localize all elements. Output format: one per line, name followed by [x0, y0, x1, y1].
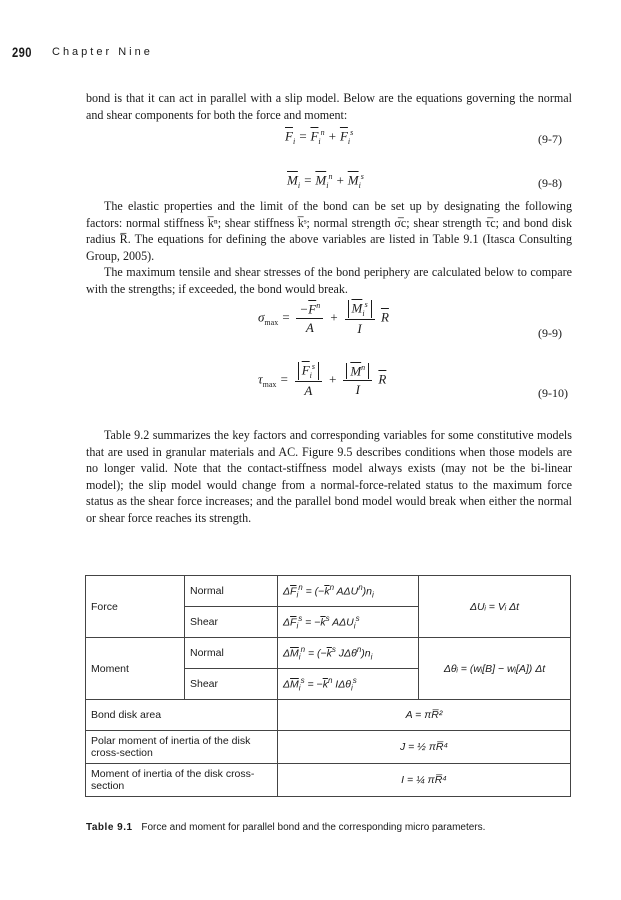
sub-label-normal: Normal	[185, 576, 278, 607]
formula-polar-moment: J = ½ πR̅⁴	[278, 731, 571, 764]
table-row	[86, 576, 571, 607]
formula-moment-of-inertia: I = ¼ πR̅⁴	[278, 764, 571, 797]
table-row	[86, 638, 571, 669]
equation-9-10-number: (9-10)	[538, 386, 568, 400]
equation-9-8: $\overline{M}_i = \overline{M}_i^n + \overline{M}_i^s$	[287, 172, 364, 190]
formula-moment-shear: $\Delta\overline{M}_i^s = -\overline{k}^n$ IΔθ$_i^s$	[278, 669, 419, 700]
chapter-label: Chapter Nine	[52, 46, 153, 58]
formula-bond-disk-area: A = πR̅²	[278, 700, 571, 731]
sub-label-shear: Shear	[185, 607, 278, 638]
paragraph-elastic-properties: The elastic properties and the limit of the bond can be set up by designating the following factors: normal stiffness k̅ⁿ; shear stiffness k̅ˢ; normal strength σ̅c; shear strength τ̅c; and bond disk radius R̅. The equations for defining the above variables are listed in Table 9.1 (Itasca Consulting Group, 2005).	[86, 199, 572, 263]
sub-label-shear: Shear	[185, 669, 278, 700]
table-row	[86, 731, 571, 764]
equation-9-10: $\tau_{max}$ = $\frac{\overline{F}_i^s}{A}$ + $\frac{\overline{M}^n}{I}$ $\overline{R}$	[258, 362, 387, 398]
equation-9-7-number: (9-7)	[538, 132, 562, 146]
formula-rotation-increment: Δθᵢ = (wᵢ[B] − wᵢ[A]) Δt	[419, 638, 571, 700]
sub-label-normal: Normal	[185, 638, 278, 669]
table-caption-tag: Table 9.1	[86, 822, 133, 833]
row-label-bond-disk-area: Bond disk area	[86, 700, 278, 731]
table-caption	[86, 822, 485, 833]
formula-displacement-increment: ΔUᵢ = Vᵢ Δt	[419, 576, 571, 638]
formula-force-shear: $\Delta\overline{F}_i^s = -\overline{k}^s$ $A\Delta U_i^s$	[278, 607, 419, 638]
paragraph-max-stresses: The maximum tensile and shear stresses of the bond periphery are calculated below to compare with the strengths; if exceeded, the bond would break.	[86, 265, 572, 296]
paragraph-table-summary: Table 9.2 summarizes the key factors and corresponding variables for some constitutive models that are used in granular materials and AC. Figure 9.5 describes conditions when those models are no longer valid. Note that the contact-stiffness model always exists (may not be the bi-linear model); the slip model would change from a normal-force-related status to the maximum force status as the shear force increases; and the parallel bond model would break when either the normal or shear force reaches its strength.	[86, 428, 572, 525]
table-row	[86, 764, 571, 797]
equation-9-9-number: (9-9)	[538, 326, 562, 340]
parameter-table	[85, 575, 571, 797]
page-number: 290	[12, 44, 32, 60]
row-label-moment: Moment	[86, 638, 185, 700]
equation-9-7: $\overline{F}_i = \overline{F}_i^n + \overline{F}_i^s$	[285, 128, 354, 146]
row-label-polar-moment: Polar moment of inertia of the disk cross-section	[86, 731, 278, 764]
table-row	[86, 700, 571, 731]
formula-force-normal: $\Delta\overline{F}_i^n = (-\overline{k}^n$ $A\Delta U^n)n_i$	[278, 576, 419, 607]
row-label-moment-of-inertia: Moment of inertia of the disk cross-section	[86, 764, 278, 797]
row-label-force: Force	[86, 576, 185, 638]
paragraph-intro: bond is that it can act in parallel with a slip model. Below are the equations governing the normal and shear components for both the force and moment:	[86, 91, 572, 122]
equation-9-8-number: (9-8)	[538, 176, 562, 190]
equation-9-9: $\sigma_{max}$ = $\frac{-\overline{F}^n}{A}$ + $\frac{\overline{M}_i^s}{I}$ $\overline{R}$	[258, 300, 389, 336]
formula-moment-normal: $\Delta\overline{M}_i^n = (-\overline{k}^s$ $J\Delta\theta^n)n_i$	[278, 638, 419, 669]
table-caption-text: Force and moment for parallel bond and the corresponding micro parameters.	[141, 822, 486, 833]
